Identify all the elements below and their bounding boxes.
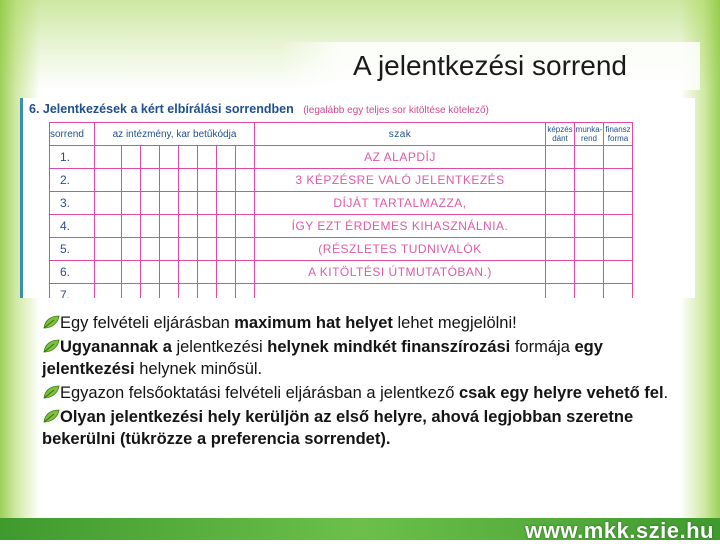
form-small-cell: [604, 192, 633, 215]
form-small-cell: [604, 261, 633, 284]
form-code-cell: [141, 146, 160, 169]
form-code-cell: [179, 238, 198, 261]
bullet-text: Ugyanannak a: [60, 338, 172, 356]
form-code-cell: [95, 169, 122, 192]
form-code-cell: [217, 215, 236, 238]
form-small-cell: [604, 284, 633, 299]
form-code-cell: [160, 238, 179, 261]
bullet-item: [42, 312, 692, 334]
leaf-icon: [42, 383, 60, 397]
form-szak-cell: AZ ALAPDÍJ: [255, 146, 546, 169]
bullet-text: Olyan jelentkezési hely kerüljön az első helyre, ahová legjobban szeretne bekerülni (tükrözze a preferencia sorrendet).: [42, 408, 634, 448]
form-small-cell: [575, 169, 604, 192]
bullet-item: [42, 406, 692, 450]
form-code-cell: [141, 215, 160, 238]
form-code-cell: [236, 284, 255, 299]
form-code-cell: [198, 146, 217, 169]
form-small-cell: [546, 192, 575, 215]
form-szak-cell: A KITÖLTÉSI ÚTMUTATÓBAN.): [255, 261, 546, 284]
form-code-cell: [160, 215, 179, 238]
form-row: [50, 261, 633, 284]
form-code-cell: [236, 238, 255, 261]
bullet-item: [42, 382, 692, 404]
col-institution-header: az intézmény, kar betűkódja: [95, 123, 255, 146]
form-code-cell: [122, 284, 141, 299]
form-code-cell: [217, 284, 236, 299]
form-row-number: 5.: [50, 238, 95, 261]
form-small-cell: [575, 215, 604, 238]
form-small-cell: [575, 261, 604, 284]
form-szak-cell: [255, 284, 546, 299]
form-code-cell: [95, 284, 122, 299]
form-code-cell: [141, 192, 160, 215]
form-szak-cell: DÍJÁT TARTALMAZZA,: [255, 192, 546, 215]
form-code-cell: [198, 169, 217, 192]
form-row-number: 3.: [50, 192, 95, 215]
leaf-icon: [42, 313, 60, 327]
bullet-item: [42, 336, 692, 380]
slide-title: A jelentkezési sorrend: [280, 42, 700, 90]
form-code-cell: [217, 169, 236, 192]
form-code-cell: [179, 169, 198, 192]
bullet-text: .: [663, 384, 669, 402]
form-code-cell: [236, 169, 255, 192]
form-code-cell: [198, 261, 217, 284]
form-code-cell: [122, 169, 141, 192]
form-small-cell: [575, 284, 604, 299]
form-code-cell: [179, 261, 198, 284]
form-code-cell: [179, 284, 198, 299]
form-code-cell: [198, 215, 217, 238]
form-small-cell: [604, 238, 633, 261]
bullet-text: Egyazon felsőoktatási felvételi eljárásban a jelentkező: [60, 384, 459, 402]
form-small-cell: [546, 284, 575, 299]
form-code-cell: [160, 146, 179, 169]
form-row-number: 6.: [50, 261, 95, 284]
form-small-cell: [575, 146, 604, 169]
form-row-number: 2.: [50, 169, 95, 192]
col-finansz-header: finansz forma: [604, 123, 633, 146]
form-small-cell: [575, 192, 604, 215]
footer-url[interactable]: www.mkk.szie.hu: [525, 518, 714, 543]
form-code-cell: [122, 215, 141, 238]
form-small-cell: [546, 238, 575, 261]
form-code-cell: [217, 146, 236, 169]
form-small-cell: [546, 215, 575, 238]
form-table: [49, 122, 633, 298]
form-szak-cell: ÍGY EZT ÉRDEMES KIHASZNÁLNIA.: [255, 215, 546, 238]
form-code-cell: [236, 146, 255, 169]
form-heading-note: (legalább egy teljes sor kitöltése kötelező): [303, 105, 489, 116]
form-row: [50, 146, 633, 169]
form-small-cell: [546, 169, 575, 192]
form-code-cell: [95, 238, 122, 261]
form-header-row: [50, 123, 633, 146]
form-code-cell: [236, 261, 255, 284]
bullet-text: helynek minősül.: [134, 360, 263, 378]
form-code-cell: [198, 284, 217, 299]
bullet-list: [42, 312, 692, 452]
form-code-cell: [236, 215, 255, 238]
form-code-cell: [95, 261, 122, 284]
form-code-cell: [198, 192, 217, 215]
bullet-text: csak egy helyre vehető fel: [459, 384, 664, 402]
col-szak-header: szak: [255, 123, 546, 146]
form-code-cell: [217, 192, 236, 215]
form-code-cell: [95, 215, 122, 238]
form-code-cell: [236, 192, 255, 215]
form-code-cell: [95, 192, 122, 215]
form-code-cell: [179, 146, 198, 169]
form-small-cell: [546, 146, 575, 169]
form-heading: [29, 102, 489, 116]
form-code-cell: [179, 192, 198, 215]
form-code-cell: [217, 238, 236, 261]
form-row-number: 1.: [50, 146, 95, 169]
leaf-icon: [42, 407, 60, 421]
form-code-cell: [160, 169, 179, 192]
bullet-text: helynek mindkét finanszírozási: [267, 338, 511, 356]
form-row: [50, 238, 633, 261]
form-code-cell: [141, 238, 160, 261]
form-row: [50, 215, 633, 238]
form-small-cell: [546, 261, 575, 284]
form-code-cell: [179, 215, 198, 238]
col-munkarend-header: munka-rend: [575, 123, 604, 146]
form-heading-text: 6. Jelentkezések a kért elbírálási sorrendben: [29, 102, 294, 116]
form-code-cell: [160, 192, 179, 215]
form-image: [20, 98, 695, 298]
bullet-text: lehet megjelölni!: [392, 314, 517, 332]
form-code-cell: [95, 146, 122, 169]
form-row: [50, 284, 633, 299]
form-row: [50, 192, 633, 215]
bullet-text: egy jelentkezési: [42, 338, 603, 378]
form-row-number: 4.: [50, 215, 95, 238]
form-code-cell: [122, 261, 141, 284]
bullet-text: formája: [510, 338, 575, 356]
leaf-icon: [42, 337, 60, 351]
form-small-cell: [604, 215, 633, 238]
footer-bar: [0, 518, 720, 543]
form-szak-cell: (RÉSZLETES TUDNIVALÓK: [255, 238, 546, 261]
bullet-text: Egy felvételi eljárásban: [60, 314, 235, 332]
form-small-cell: [604, 146, 633, 169]
col-sorrend-header: sorrend: [50, 123, 95, 146]
form-code-cell: [122, 238, 141, 261]
form-code-cell: [141, 261, 160, 284]
form-row-number: 7.: [50, 284, 95, 299]
form-small-cell: [604, 169, 633, 192]
form-code-cell: [217, 261, 236, 284]
bullet-text: maximum hat helyet: [234, 314, 393, 332]
form-code-cell: [198, 238, 217, 261]
form-code-cell: [160, 261, 179, 284]
form-small-cell: [575, 238, 604, 261]
bullet-text: jelentkezési: [171, 338, 268, 356]
form-code-cell: [141, 169, 160, 192]
form-code-cell: [122, 192, 141, 215]
form-row: [50, 169, 633, 192]
col-kepzes-header: képzés dánt: [546, 123, 575, 146]
form-szak-cell: 3 KÉPZÉSRE VALÓ JELENTKEZÉS: [255, 169, 546, 192]
form-code-cell: [141, 284, 160, 299]
form-code-cell: [122, 146, 141, 169]
form-code-cell: [160, 284, 179, 299]
